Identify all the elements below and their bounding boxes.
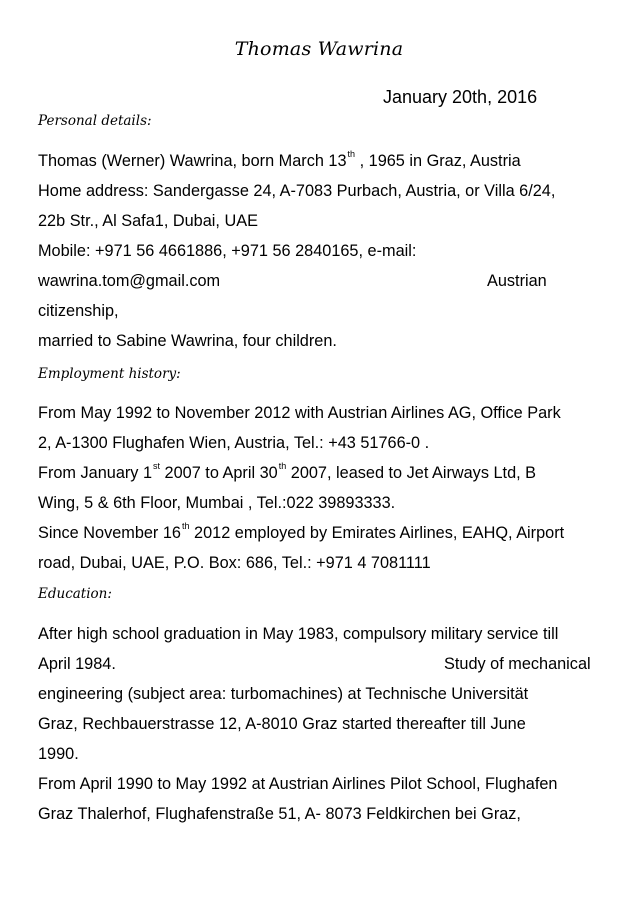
employment-line-1: From May 1992 to November 2012 with Austrian Airlines AG, Office Park xyxy=(38,404,561,422)
personal-line-address-2: 22b Str., Al Safa1, Dubai, UAE xyxy=(38,212,258,230)
document-title: Thomas Wawrina xyxy=(234,38,404,60)
emp3-sup-1: st xyxy=(153,461,161,471)
personal-line-citizenship: citizenship, xyxy=(38,302,119,320)
emp3-text-b: 2007 to April 30 xyxy=(160,464,278,482)
employment-line-4: Wing, 5 & 6th Floor, Mumbai , Tel.:022 39893333. xyxy=(38,494,396,512)
personal-line-birth xyxy=(38,149,521,171)
education-line-1: After high school graduation in May 1983, compulsory military service till xyxy=(38,625,559,643)
document-date: January 20th, 2016 xyxy=(383,87,538,107)
emp5-text-a: Since November 16 xyxy=(38,524,181,542)
employment-line-3 xyxy=(38,461,537,483)
education-line-2: April 1984. xyxy=(38,655,116,673)
emp5-sup: th xyxy=(182,521,190,531)
personal-line-family: married to Sabine Wawrina, four children. xyxy=(38,332,337,350)
education-line-6: From April 1990 to May 1992 at Austrian Airlines Pilot School, Flughafen xyxy=(38,775,558,793)
employment-line-2: 2, A-1300 Flughafen Wien, Austria, Tel.: +43 51766-0 . xyxy=(38,434,430,452)
section-heading-personal: Personal details: xyxy=(38,113,152,129)
birth-text-b: , 1965 in Graz, Austria xyxy=(355,152,521,170)
emp3-text-c: 2007, leased to Jet Airways Ltd, B xyxy=(286,464,537,482)
birth-text-a: Thomas (Werner) Wawrina, born March 13 xyxy=(38,152,347,170)
education-line-3: engineering (subject area: turbomachines) at Technische Universität xyxy=(38,685,529,703)
personal-citizenship-start: Austrian xyxy=(487,272,547,290)
personal-line-address: Home address: Sandergasse 24, A-7083 Purbach, Austria, or Villa 6/24, xyxy=(38,182,556,200)
section-heading-education: Education: xyxy=(38,586,112,602)
employment-line-5 xyxy=(38,521,565,543)
section-heading-employment: Employment history: xyxy=(38,366,181,382)
education-line-7: Graz Thalerhof, Flughafenstraße 51, A- 8073 Feldkirchen bei Graz, xyxy=(38,805,521,823)
emp3-sup-2: th xyxy=(278,461,287,471)
education-line-2-right: Study of mechanical xyxy=(444,655,591,673)
personal-line-email: wawrina.tom@gmail.com xyxy=(38,272,221,290)
emp5-text-b: 2012 employed by Emirates Airlines, EAHQ, Airport xyxy=(189,524,565,542)
personal-line-mobile: Mobile: +971 56 4661886, +971 56 2840165, e-mail: xyxy=(38,242,417,260)
birth-sup: th xyxy=(347,149,356,159)
emp3-text-a: From January 1 xyxy=(38,464,153,482)
education-line-4: Graz, Rechbauerstrasse 12, A-8010 Graz started thereafter till June xyxy=(38,715,526,733)
employment-line-6: road, Dubai, UAE, P.O. Box: 686, Tel.: +971 4 7081111 xyxy=(38,554,431,572)
education-line-5: 1990. xyxy=(38,745,79,763)
